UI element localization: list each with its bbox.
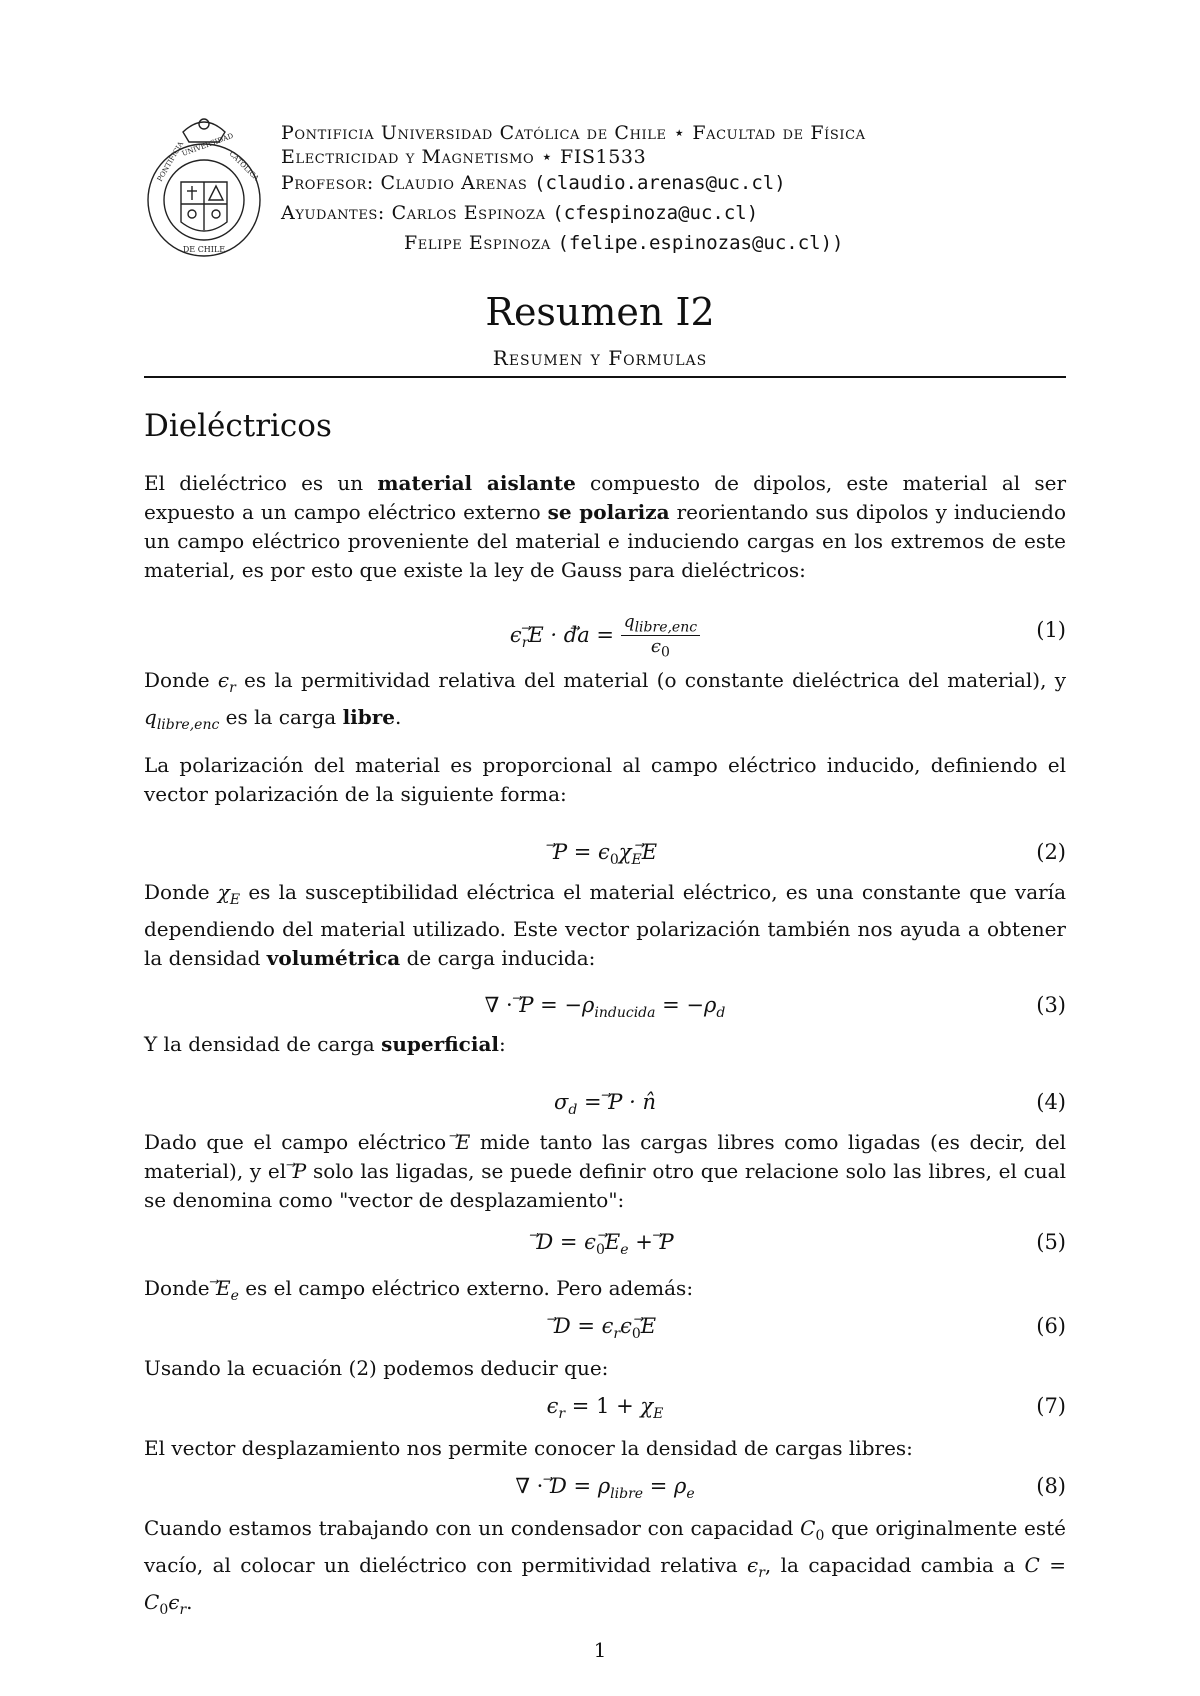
paragraph-external-field: Donde ⃗ $E_e$ es el campo eléctrico externo. Pero además: [144, 1274, 1066, 1311]
paragraph-polarization: La polarización del material es proporcional al campo eléctrico inducido, definiendo el vector polarización de la siguiente forma: [144, 753, 1066, 806]
equation-5-number: (5) [1036, 1230, 1066, 1254]
assistant1-email-link[interactable]: (cfespinoza@uc.cl) [552, 202, 759, 224]
p2-text-d: . [395, 705, 402, 729]
p4-text-a: Donde [144, 880, 218, 904]
p1-text-b: compuesto de dipolos, este material al ser expuesto a un campo eléctrico externo [144, 471, 1067, 524]
university-seal-logo [143, 112, 265, 264]
p4-text-b: es la susceptibilidad eléctrica el material eléctrico, es una constante que varía dependiendo del material utilizado. Este vector polarización también nos ayuda a obtener la densidad [144, 880, 1066, 970]
equation-1-number: (1) [1036, 618, 1066, 642]
equation-3: ∇ · ⃗ $P = -\rho_{inducida} = -\rho_d$ (3) [144, 993, 1066, 1029]
p2-text-a: Donde [144, 668, 218, 692]
assistant2-name: Felipe Espinoza [404, 232, 551, 254]
equation-4-number: (4) [1036, 1090, 1066, 1114]
paragraph-intro [144, 469, 1066, 585]
p5-bold: superficial [381, 1032, 499, 1056]
p1-text-a: El dieléctrico es un [144, 471, 378, 495]
header-assistants [281, 202, 758, 224]
paragraph-permittivity: Donde $\epsilon_r$ es la permitividad relativa del material (o constante dieléctrica del material), y $q_{libre,enc}$ es la carga libre. [144, 668, 1066, 733]
equation-7: $\epsilon_r = 1 + \chi_E$ (7) [546, 1394, 1066, 1423]
equation-6-number: (6) [1036, 1314, 1066, 1338]
paragraph-capacitor: Cuando estamos trabajando con un condensador con capacidad $C_0$ que originalmente esté vacío, al colocar un dieléctrico con permitividad relativa $\epsilon_r$, la capacidad cambia a $C = C_0\epsilon_r$. [144, 1516, 1066, 1618]
equation-5: ⃗ $D = \epsilon_0⃗$ $E_e$ + ⃗ P (5) [144, 1230, 1066, 1266]
equation-8: ∇ · ⃗ $D = \rho_{libre} = \rho_e$ (8) [144, 1474, 1066, 1510]
p2-text-c: es la carga [219, 705, 343, 729]
paragraph-susceptibility: Donde $\chi_E$ es la susceptibilidad eléctrica el material eléctrico, es una constante que varía dependiendo del material utilizado. Este vector polarización también nos ayuda a obtener la densidad volumétrica de carga inducida: [144, 880, 1066, 970]
p2-text-b: es la permitividad relativa del material (o constante dieléctrica del material), y [235, 668, 1066, 692]
p7-text-a: Donde [144, 1276, 216, 1300]
page-title: Resumen I2 [485, 290, 715, 334]
p10-text-d: . [186, 1590, 193, 1614]
p4-text-c: de carga inducida: [400, 946, 596, 970]
title-rule [144, 376, 1066, 378]
assistant1-name: Carlos Espinoza [391, 202, 546, 224]
p6-text-a: Dado que el campo eléctrico [144, 1130, 456, 1154]
equation-7-number: (7) [1036, 1394, 1066, 1418]
header-assistant2 [404, 232, 843, 254]
svg-text:UNIVERSIDAD: UNIVERSIDAD [180, 131, 235, 158]
professor-name: Claudio Arenas [380, 172, 528, 194]
equation-2-number: (2) [1036, 840, 1066, 864]
p2-bold: libre [342, 705, 396, 729]
p1-bold-b: se polariza [547, 500, 670, 524]
equation-8-number: (8) [1036, 1474, 1066, 1498]
paragraph-surface [144, 1030, 1066, 1059]
page-subtitle: Resumen y Formulas [492, 346, 708, 370]
assistants-label: Ayudantes: [281, 202, 392, 224]
professor-label: Profesor: [281, 172, 381, 194]
paragraph-displacement: Dado que el campo eléctrico ⃗ E mide tanto las cargas libres como ligadas (es decir, del material), y el ⃗ P solo las ligadas, se puede definir otro que relacione solo las libres, el cual se denomina como "vector de desplazamiento": [144, 1128, 1066, 1215]
paragraph-deduce: Usando la ecuación (2) podemos deducir que: [144, 1356, 609, 1380]
equation-4: $\sigma_d$ = ⃗ P · n̂ (4) [144, 1090, 1066, 1126]
paragraph-free-charges: El vector desplazamiento nos permite conocer la densidad de cargas libres: [144, 1436, 913, 1460]
p10-text-b: que originalmente esté vacío, al colocar un dieléctrico con permitividad relativa [144, 1516, 1066, 1577]
page-number: 1 [593, 1638, 607, 1662]
p6-text-b: mide tanto las cargas libres como ligadas (es decir, del material), y el [144, 1130, 1066, 1183]
equation-6: ⃗ $D = \epsilon_r\epsilon_0⃗$ E (6) [144, 1314, 1066, 1350]
p7-text-b: es el campo eléctrico externo. Pero además: [238, 1276, 694, 1300]
p10-text-a: Cuando estamos trabajando con un condensador con capacidad [144, 1516, 801, 1540]
svg-text:PONTIFICIA: PONTIFICIA [155, 140, 186, 183]
p5-text-a: Y la densidad de carga [144, 1032, 382, 1056]
p5-text-b: : [499, 1032, 506, 1056]
header-course: Electricidad y Magnetismo ⋆ FIS1533 [281, 146, 647, 168]
section-heading: Dieléctricos [144, 408, 332, 444]
svg-text:CATOLICA: CATOLICA [227, 149, 261, 183]
p6-text-c: solo las ligadas, se puede definir otro que relacione solo las libres, el cual se denomina como "vector de desplazamiento": [144, 1159, 1066, 1212]
p1-text-c: reorientando sus dipolos y induciendo un campo eléctrico proveniente del material e induciendo cargas en los extremos de este material, es por esto que existe la ley de Gauss para dieléctricos: [144, 500, 1067, 582]
header-professor [281, 172, 786, 194]
equation-2: ⃗ $P = \epsilon_0\chi_E⃗$ E (2) [144, 840, 1066, 876]
assistant2-email-link[interactable]: (felipe.espinozas@uc.cl)) [557, 232, 844, 254]
equation-3-number: (3) [1036, 993, 1066, 1017]
p10-text-c: , la capacidad cambia a [764, 1553, 1025, 1577]
svg-text:DE CHILE: DE CHILE [182, 245, 226, 254]
p4-bold: volumétrica [266, 946, 401, 970]
header-institution: Pontificia Universidad Católica de Chile ⋆ Facultad de Física [281, 122, 866, 144]
p1-bold-a: material aislante [377, 471, 576, 495]
equation-1: $\epsilon_r⃗$ E · d⃗ a = $\frac{q_{libre,enc}}{\epsilon_0}$ (1) [144, 612, 1066, 660]
professor-email-link[interactable]: (claudio.arenas@uc.cl) [534, 172, 786, 194]
